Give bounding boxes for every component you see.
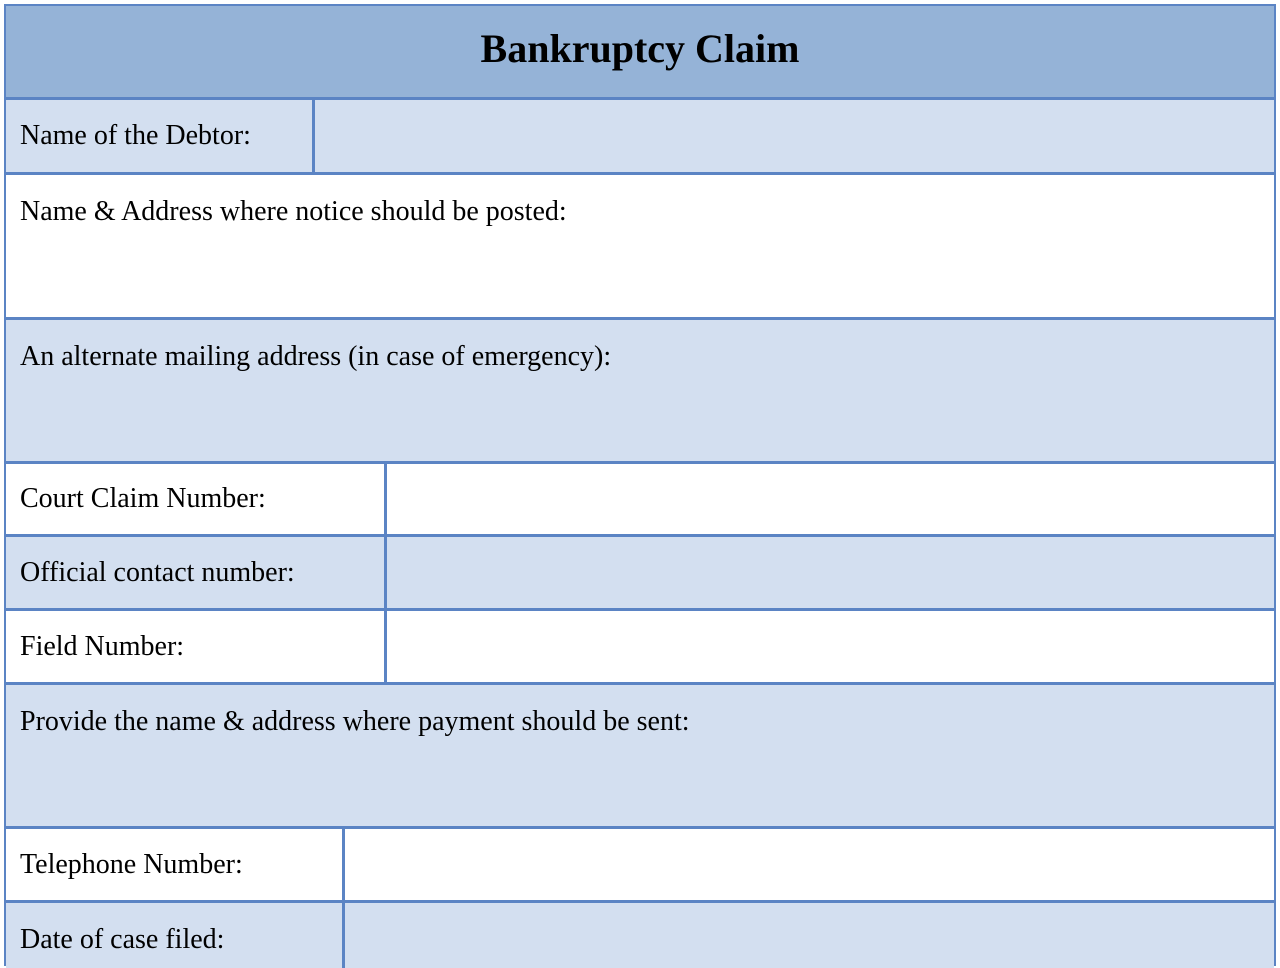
court-claim-number-label: Court Claim Number: — [20, 483, 266, 514]
field-number-label: Field Number: — [20, 630, 185, 662]
official-contact-label: Official contact number: — [20, 556, 295, 588]
notice-address-label: Name & Address where notice should be posted: — [20, 196, 567, 227]
form-title: Bankruptcy Claim — [480, 26, 800, 71]
date-filed-row — [6, 903, 1274, 968]
telephone-number-row — [6, 829, 1274, 903]
official-contact-row — [6, 537, 1274, 611]
debtor-name-field[interactable] — [312, 100, 1274, 172]
telephone-number-field[interactable] — [342, 829, 1274, 900]
field-number-field[interactable] — [384, 611, 1274, 682]
court-claim-number-field[interactable] — [384, 464, 1274, 534]
payment-address-row[interactable] — [6, 685, 1274, 829]
form-header — [6, 6, 1274, 100]
date-filed-label: Date of case filed: — [20, 924, 225, 955]
telephone-number-label: Telephone Number: — [20, 848, 243, 880]
alternate-address-row[interactable] — [6, 320, 1274, 464]
debtor-name-label: Name of the Debtor: — [20, 120, 251, 151]
alternate-address-label: An alternate mailing address (in case of emergency): — [20, 341, 612, 372]
field-number-row — [6, 611, 1274, 685]
bankruptcy-claim-form — [4, 4, 1276, 966]
official-contact-field[interactable] — [384, 537, 1274, 608]
notice-address-row[interactable] — [6, 175, 1274, 320]
date-filed-field[interactable] — [342, 903, 1274, 968]
payment-address-label: Provide the name & address where payment should be sent: — [20, 706, 690, 737]
court-claim-number-row — [6, 464, 1274, 537]
debtor-name-row — [6, 100, 1274, 175]
